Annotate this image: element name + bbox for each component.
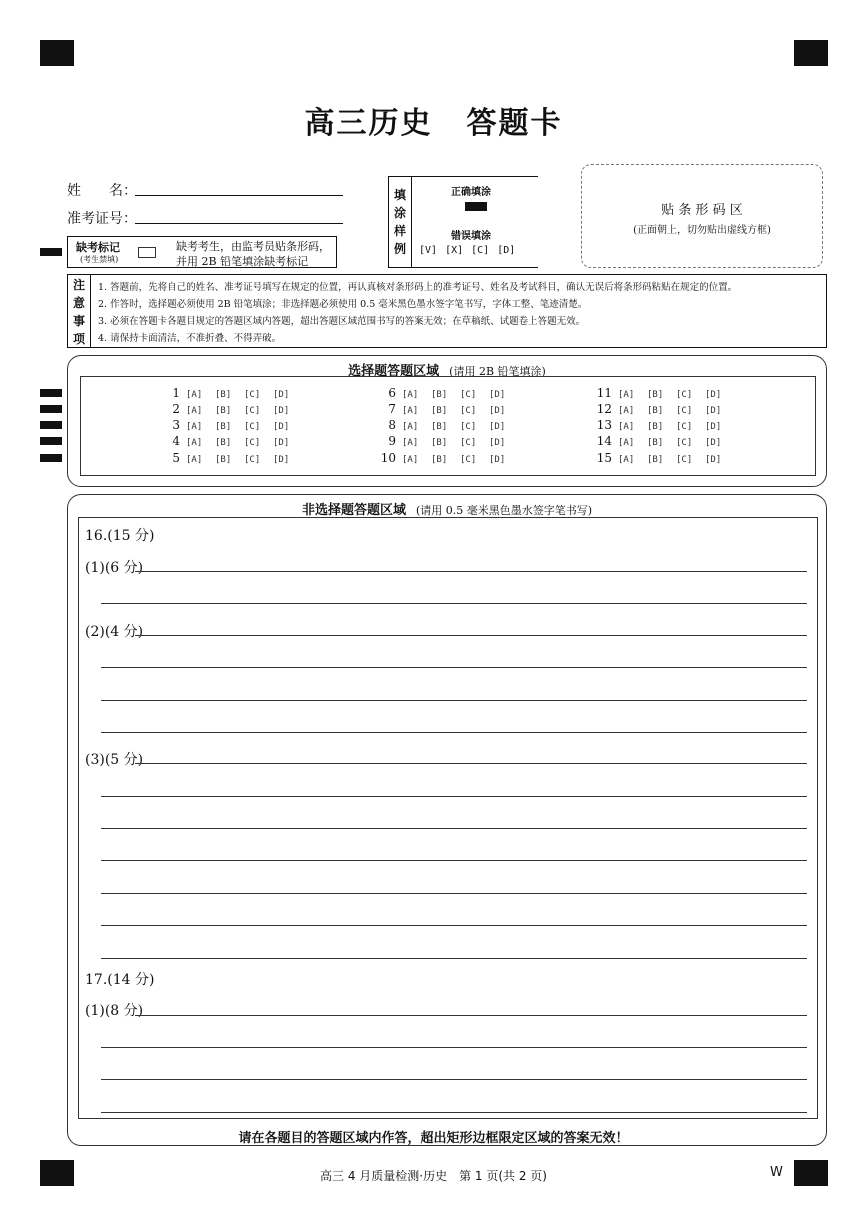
mc-question-number: 8 bbox=[388, 418, 396, 432]
mc-option-bubble[interactable]: [C] bbox=[460, 455, 477, 465]
correct-fill-mark bbox=[465, 202, 487, 211]
mc-option-bubble[interactable]: [D] bbox=[705, 390, 722, 400]
timing-mark bbox=[40, 421, 62, 429]
wrong-fill-label: 错误填涂 bbox=[451, 231, 491, 242]
mc-option-bubble[interactable]: [C] bbox=[676, 438, 693, 448]
q16-part2-label: (2)(4 分) bbox=[85, 624, 144, 640]
q17-part1-label: (1)(8 分) bbox=[85, 1003, 144, 1019]
mc-question-number: 11 bbox=[596, 386, 612, 400]
mc-option-bubble[interactable]: [B] bbox=[215, 422, 232, 432]
timing-mark bbox=[40, 248, 62, 256]
mc-option-bubble[interactable]: [C] bbox=[244, 455, 261, 465]
mc-question-number: 4 bbox=[172, 434, 180, 448]
answer-line[interactable] bbox=[135, 1015, 807, 1016]
mc-option-bubble[interactable]: [C] bbox=[676, 406, 693, 416]
mc-question-number: 10 bbox=[380, 451, 396, 465]
mc-question-row bbox=[590, 451, 734, 465]
mc-question-number: 6 bbox=[388, 386, 396, 400]
mc-option-bubble[interactable]: [B] bbox=[215, 438, 232, 448]
answer-line[interactable] bbox=[135, 635, 807, 636]
timing-mark bbox=[40, 405, 62, 413]
mc-option-bubble[interactable]: [C] bbox=[460, 406, 477, 416]
mc-option-bubble[interactable]: [D] bbox=[273, 390, 290, 400]
title-card: 答题卡 bbox=[466, 106, 563, 141]
absent-checkbox[interactable] bbox=[138, 247, 156, 258]
mc-option-bubble[interactable]: [C] bbox=[244, 406, 261, 416]
mc-option-bubble[interactable]: [B] bbox=[215, 390, 232, 400]
answer-line[interactable] bbox=[101, 828, 807, 829]
absent-text-2: 并用 2B 铅笔填涂缺考标记 bbox=[176, 255, 309, 268]
mc-option-bubble[interactable]: [D] bbox=[489, 455, 506, 465]
mc-question-number: 3 bbox=[172, 418, 180, 432]
absent-text-1: 缺考考生，由监考员贴条形码， bbox=[176, 240, 330, 253]
absent-label: 缺考标记 bbox=[76, 241, 120, 254]
mc-option-bubble[interactable]: [A] bbox=[618, 390, 635, 400]
correct-fill-label: 正确填涂 bbox=[451, 187, 491, 198]
q16-part1-label: (1)(6 分) bbox=[85, 560, 144, 576]
mc-option-bubble[interactable]: [B] bbox=[647, 455, 664, 465]
mc-question-row bbox=[158, 402, 302, 416]
mc-option-bubble[interactable]: [A] bbox=[186, 455, 203, 465]
corner-mark-top-right bbox=[794, 40, 828, 66]
mc-option-bubble[interactable]: [A] bbox=[402, 422, 419, 432]
mc-option-bubble[interactable]: [A] bbox=[618, 422, 635, 432]
mc-question-number: 15 bbox=[596, 451, 612, 465]
answer-line[interactable] bbox=[101, 893, 807, 894]
notice-box bbox=[67, 274, 827, 348]
mc-question-number: 5 bbox=[172, 451, 180, 465]
mc-option-bubble[interactable]: [B] bbox=[647, 438, 664, 448]
mc-option-bubble[interactable]: [C] bbox=[676, 455, 693, 465]
mc-question-number: 9 bbox=[388, 434, 396, 448]
answer-line[interactable] bbox=[135, 571, 807, 572]
mc-option-bubble[interactable]: [B] bbox=[647, 422, 664, 432]
mc-option-bubble[interactable]: [D] bbox=[489, 390, 506, 400]
absent-mark-box bbox=[67, 236, 337, 268]
notice-side-label: 注 意 事 项 bbox=[68, 275, 91, 347]
answer-line[interactable] bbox=[101, 958, 807, 959]
mc-option-bubble[interactable]: [D] bbox=[489, 422, 506, 432]
notice-item-3: 3. 必须在答题卡各题目规定的答题区域内答题，超出答题区域范围书写的答案无效；在草稿纸、试题卷上答题无效。 bbox=[98, 316, 586, 327]
mc-option-bubble[interactable]: [D] bbox=[489, 406, 506, 416]
open-zone-title: 非选择题答题区域 (请用 0.5 毫米黑色墨水签字笔书写) bbox=[301, 503, 593, 518]
mc-question-row bbox=[158, 386, 302, 400]
mc-option-bubble[interactable]: [D] bbox=[273, 455, 290, 465]
mc-option-bubble[interactable]: [D] bbox=[273, 406, 290, 416]
mc-option-bubble[interactable]: [A] bbox=[402, 455, 419, 465]
mc-answer-zone bbox=[67, 355, 827, 487]
mc-option-bubble[interactable]: [D] bbox=[705, 438, 722, 448]
name-label: 姓 名： bbox=[67, 183, 137, 199]
mc-option-bubble[interactable]: [A] bbox=[402, 438, 419, 448]
name-field[interactable] bbox=[135, 195, 343, 196]
mc-question-row bbox=[374, 434, 518, 448]
timing-mark bbox=[40, 437, 62, 445]
q16-heading: 16.(15 分) bbox=[85, 528, 155, 544]
mc-option-bubble[interactable]: [C] bbox=[244, 422, 261, 432]
mc-option-bubble[interactable]: [D] bbox=[705, 422, 722, 432]
mc-option-bubble[interactable]: [C] bbox=[676, 390, 693, 400]
notice-item-2: 2. 作答时，选择题必须使用 2B 铅笔填涂；非选择题必须使用 0.5 毫米黑色墨水签字笔书写，字体工整、笔迹清楚。 bbox=[98, 299, 588, 310]
footer-warning: 请在各题目的答题区域内作答，超出矩形边框限定区域的答案无效！ bbox=[238, 1131, 629, 1146]
version-mark: W bbox=[770, 1165, 783, 1180]
mc-option-bubble[interactable]: [A] bbox=[618, 455, 635, 465]
barcode-note: (正面朝上，切勿贴出虚线方框) bbox=[633, 225, 771, 236]
mc-question-row bbox=[374, 402, 518, 416]
mc-option-bubble[interactable]: [B] bbox=[647, 390, 664, 400]
answer-line[interactable] bbox=[101, 1047, 807, 1048]
mc-option-bubble[interactable]: [C] bbox=[244, 390, 261, 400]
mc-question-number: 13 bbox=[596, 418, 612, 432]
mc-option-bubble[interactable]: [D] bbox=[489, 438, 506, 448]
answer-line[interactable] bbox=[101, 1112, 807, 1113]
mc-option-bubble[interactable]: [B] bbox=[431, 390, 448, 400]
mc-option-bubble[interactable]: [A] bbox=[186, 406, 203, 416]
mc-option-bubble[interactable]: [B] bbox=[215, 455, 232, 465]
answer-line[interactable] bbox=[135, 763, 807, 764]
mc-option-bubble[interactable]: [B] bbox=[215, 406, 232, 416]
mc-question-row bbox=[374, 418, 518, 432]
corner-mark-top-left bbox=[40, 40, 74, 66]
mc-zone-title: 选择题答题区域 (请用 2B 铅笔填涂) bbox=[348, 364, 546, 379]
mc-option-bubble[interactable]: [A] bbox=[618, 406, 635, 416]
mc-question-row bbox=[158, 418, 302, 432]
barcode-area[interactable] bbox=[581, 164, 823, 268]
sample-side-label: 填 涂 样 例 bbox=[389, 177, 412, 267]
mc-option-bubble[interactable]: [D] bbox=[705, 406, 722, 416]
answer-line[interactable] bbox=[101, 860, 807, 861]
answer-line[interactable] bbox=[101, 700, 807, 701]
open-inner-frame bbox=[78, 517, 818, 1119]
q17-heading: 17.(14 分) bbox=[85, 972, 155, 988]
fill-sample-box bbox=[388, 176, 538, 268]
answer-line[interactable] bbox=[101, 1079, 807, 1080]
mc-option-bubble[interactable]: [A] bbox=[186, 422, 203, 432]
page-title bbox=[0, 98, 867, 142]
absent-sub: (考生禁填) bbox=[80, 255, 119, 264]
mc-question-number: 14 bbox=[596, 434, 612, 448]
mc-question-number: 7 bbox=[388, 402, 396, 416]
id-field[interactable] bbox=[135, 223, 343, 224]
mc-question-row bbox=[590, 418, 734, 432]
answer-line[interactable] bbox=[101, 667, 807, 668]
page-footer: 高三 4 月质量检测·历史 第 1 页(共 2 页) bbox=[320, 1169, 547, 1183]
title-subject: 高三历史 bbox=[304, 106, 433, 141]
mc-option-bubble[interactable]: [D] bbox=[273, 438, 290, 448]
mc-question-row bbox=[374, 451, 518, 465]
wrong-fill-marks: [V] [X] [C] [D] bbox=[419, 245, 516, 256]
mc-question-row bbox=[590, 402, 734, 416]
q16-part3-label: (3)(5 分) bbox=[85, 752, 144, 768]
mc-option-bubble[interactable]: [A] bbox=[618, 438, 635, 448]
mc-option-bubble[interactable]: [B] bbox=[431, 455, 448, 465]
mc-option-bubble[interactable]: [A] bbox=[402, 390, 419, 400]
mc-question-number: 2 bbox=[172, 402, 180, 416]
notice-item-1: 1. 答题前，先将自己的姓名、准考证号填写在规定的位置，再认真核对条形码上的准考证号、姓名及考试科目，确认无误后将条形码粘贴在规定的位置。 bbox=[98, 282, 738, 293]
mc-option-bubble[interactable]: [B] bbox=[431, 422, 448, 432]
mc-option-bubble[interactable]: [D] bbox=[705, 455, 722, 465]
mc-option-bubble[interactable]: [C] bbox=[244, 438, 261, 448]
mc-option-bubble[interactable]: [B] bbox=[431, 438, 448, 448]
mc-question-number: 12 bbox=[596, 402, 612, 416]
open-answer-zone bbox=[67, 494, 827, 1146]
timing-mark bbox=[40, 389, 62, 397]
mc-option-bubble[interactable]: [C] bbox=[460, 422, 477, 432]
mc-question-number: 1 bbox=[172, 386, 180, 400]
notice-item-4: 4. 请保持卡面清洁，不准折叠、不得弄破。 bbox=[98, 333, 282, 344]
mc-option-bubble[interactable]: [A] bbox=[402, 406, 419, 416]
id-label: 准考证号： bbox=[67, 211, 137, 227]
answer-line[interactable] bbox=[101, 603, 807, 604]
mc-option-bubble[interactable]: [A] bbox=[186, 390, 203, 400]
answer-line[interactable] bbox=[101, 925, 807, 926]
timing-mark bbox=[40, 454, 62, 462]
mc-question-row bbox=[590, 434, 734, 448]
mc-option-bubble[interactable]: [C] bbox=[676, 422, 693, 432]
mc-question-row bbox=[158, 434, 302, 448]
answer-line[interactable] bbox=[101, 732, 807, 733]
mc-option-bubble[interactable]: [C] bbox=[460, 438, 477, 448]
mc-question-row bbox=[374, 386, 518, 400]
mc-option-bubble[interactable]: [D] bbox=[273, 422, 290, 432]
mc-option-bubble[interactable]: [C] bbox=[460, 390, 477, 400]
barcode-title: 贴 条 形 码 区 bbox=[661, 203, 743, 218]
mc-question-row bbox=[590, 386, 734, 400]
mc-option-bubble[interactable]: [A] bbox=[186, 438, 203, 448]
mc-option-bubble[interactable]: [B] bbox=[647, 406, 664, 416]
answer-line[interactable] bbox=[101, 796, 807, 797]
mc-question-row bbox=[158, 451, 302, 465]
mc-option-bubble[interactable]: [B] bbox=[431, 406, 448, 416]
